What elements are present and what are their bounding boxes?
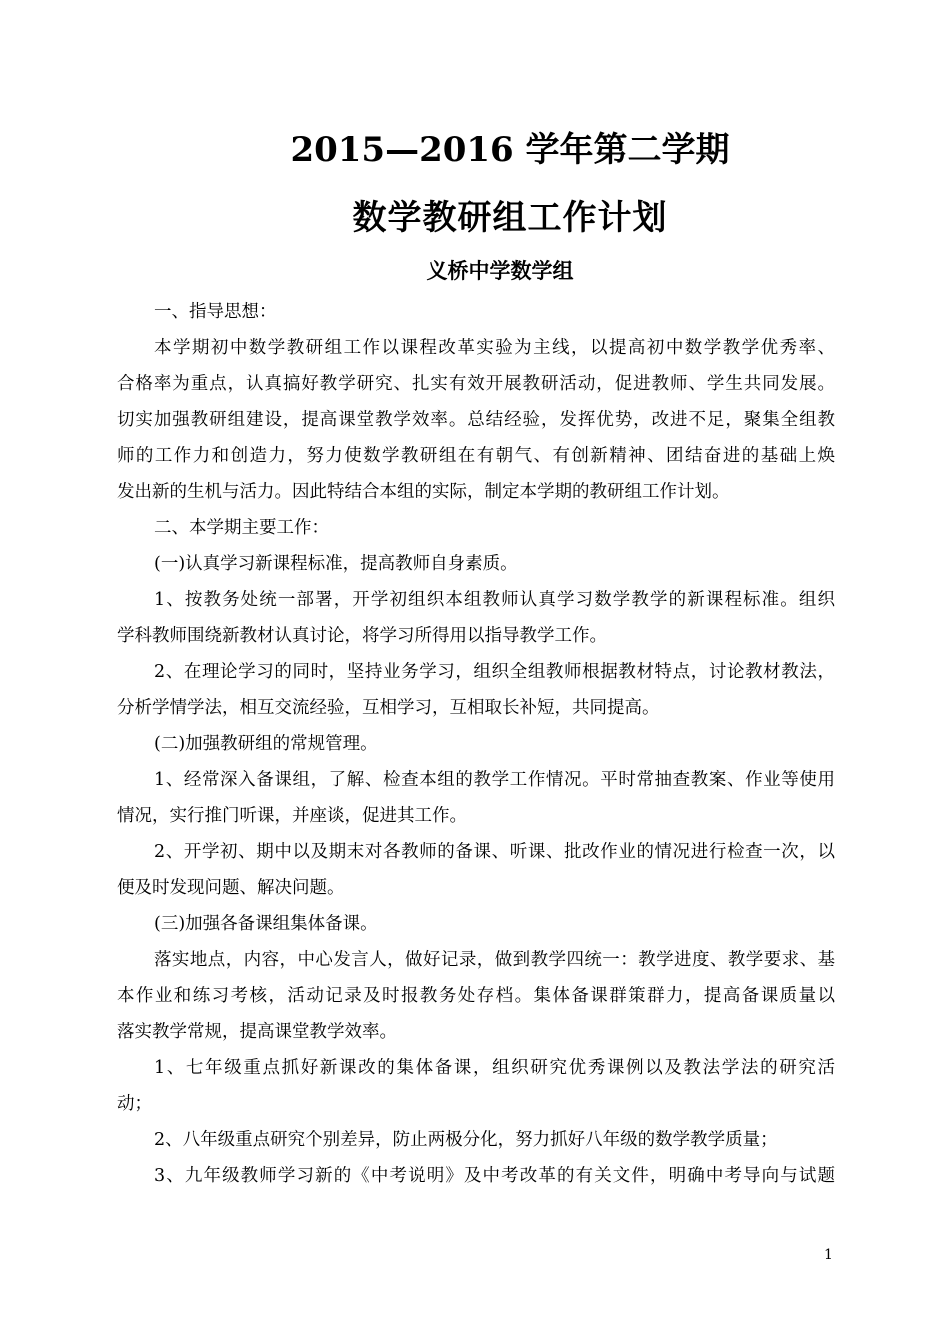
page-number: 1	[824, 1247, 833, 1263]
paragraph-line: 切实加强教研组建设，提高课堂教学效率。总结经验，发挥优势，改进不足，聚集全组教	[117, 410, 835, 430]
subsection-heading: (一)认真学习新课程标准，提高教师自身素质。	[154, 554, 518, 574]
paragraph-line: 发出新的生机与活力。因此特结合本组的实际，制定本学期的教研组工作计划。	[117, 482, 730, 502]
paragraph-line: 1、七年级重点抓好新课改的集体备课，组织研究优秀课例以及教法学法的研究活	[154, 1058, 835, 1078]
paragraph-line: 情况，实行推门听课，并座谈，促进其工作。	[117, 806, 467, 826]
paragraph-line: 2、八年级重点研究个别差异，防止两极分化，努力抓好八年级的数学教学质量；	[154, 1130, 778, 1150]
paragraph-line: 动；	[117, 1094, 152, 1114]
subsection-heading: (二)加强教研组的常规管理。	[154, 734, 378, 754]
paragraph-line: 落实教学常规，提高课堂教学效率。	[117, 1022, 397, 1042]
paragraph-line: 2、开学初、期中以及期末对各教师的备课、听课、批改作业的情况进行检查一次，以	[154, 842, 835, 862]
paragraph-line: 分析学情学法，相互交流经验，互相学习，互相取长补短，共同提高。	[117, 698, 660, 718]
paragraph-line: 师的工作力和创造力，努力使数学教研组在有朝气、有创新精神、团结奋进的基础上焕	[117, 446, 835, 466]
paragraph-line: 1、经常深入备课组，了解、检查本组的教学工作情况。平时常抽查教案、作业等使用	[154, 770, 835, 790]
document-title-term: 2015—2016 学年第二学期	[290, 130, 730, 170]
section-heading-guiding-ideology: 一、指导思想：	[154, 302, 277, 322]
paragraph-line: 落实地点，内容，中心发言人，做好记录，做到教学四统一：教学进度、教学要求、基	[154, 950, 835, 970]
paragraph-line: 2、在理论学习的同时，坚持业务学习，组织全组教师根据教材特点，讨论教材教法，	[154, 662, 835, 682]
document-body	[117, 294, 835, 1194]
paragraph-line: 本学期初中数学教研组工作以课程改革实验为主线，以提高初中数学教学优秀率、	[154, 338, 835, 358]
paragraph-line: 便及时发现问题、解决问题。	[117, 878, 345, 898]
section-heading-main-work: 二、本学期主要工作：	[154, 518, 329, 538]
document-title-plan: 数学教研组工作计划	[352, 198, 668, 238]
paragraph-line: 3、九年级教师学习新的《中考说明》及中考改革的有关文件，明确中考导向与试题	[154, 1166, 835, 1186]
document-subtitle-group: 义桥中学数学组	[426, 258, 574, 283]
paragraph-line: 学科教师围绕新教材认真讨论，将学习所得用以指导教学工作。	[117, 626, 607, 646]
paragraph-line: 1、按教务处统一部署，开学初组织本组教师认真学习数学教学的新课程标准。组织	[154, 590, 835, 610]
paragraph-line: 合格率为重点，认真搞好教学研究、扎实有效开展教研活动，促进教师、学生共同发展。	[117, 374, 835, 394]
subsection-heading: (三)加强各备课组集体备课。	[154, 914, 378, 934]
paragraph-line: 本作业和练习考核，活动记录及时报教务处存档。集体备课群策群力，提高备课质量以	[117, 986, 835, 1006]
